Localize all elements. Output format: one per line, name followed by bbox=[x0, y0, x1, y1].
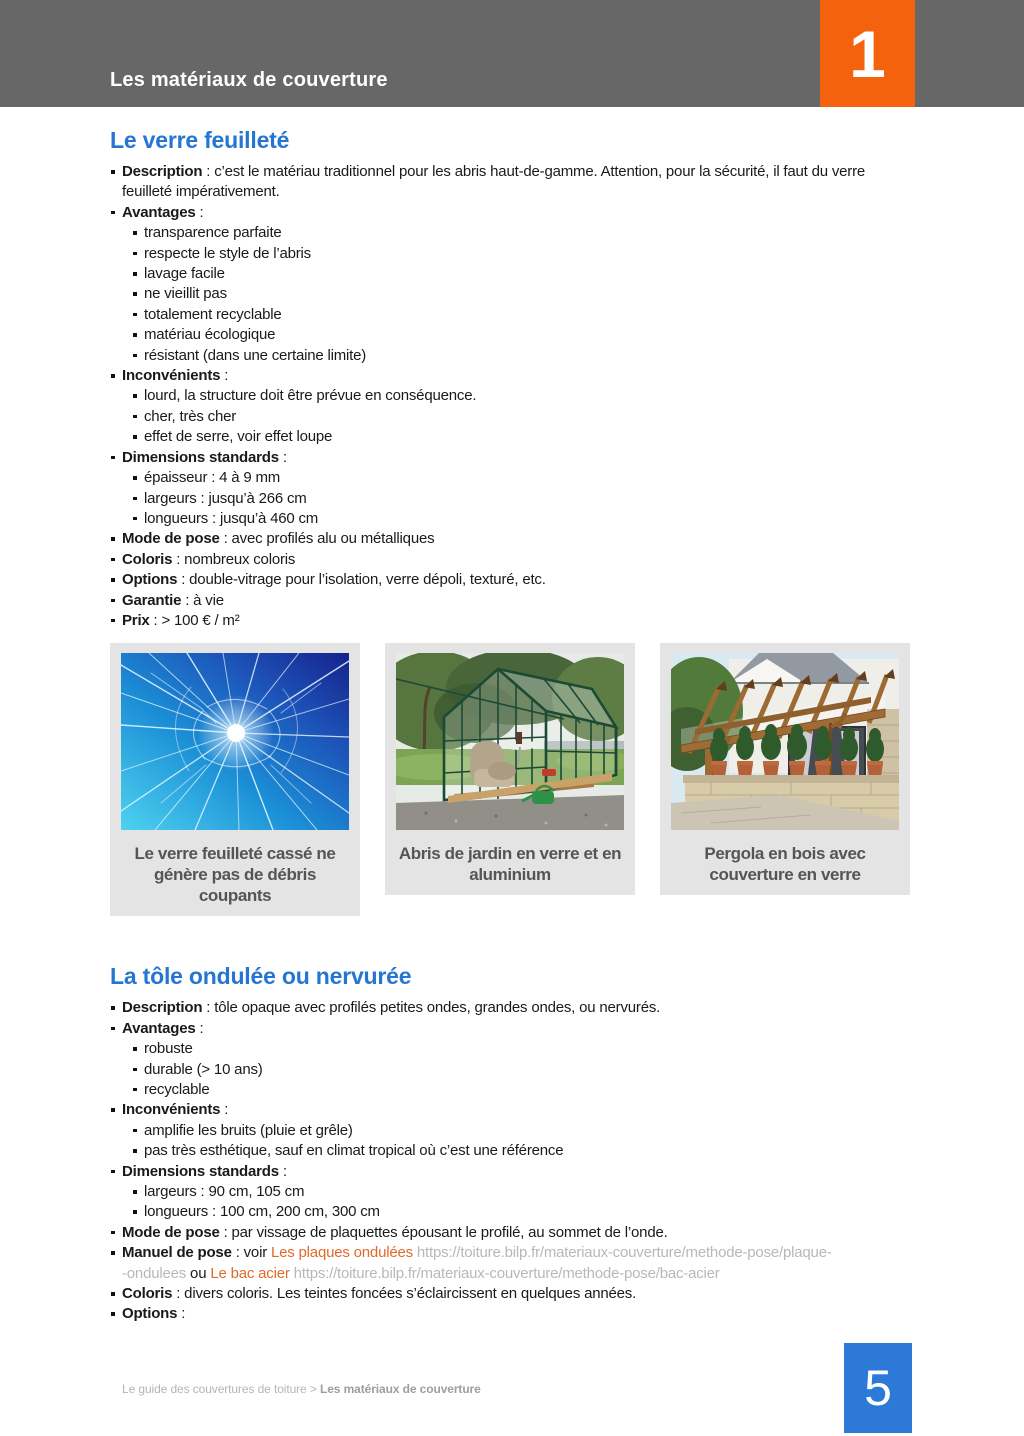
url-plaques-ondulees-suite[interactable]: -ondulees bbox=[122, 1264, 187, 1282]
list-item bbox=[110, 1284, 916, 1304]
figure-pergola bbox=[660, 643, 910, 895]
figure-caption: Abris de jardin en verre et en aluminium bbox=[398, 844, 622, 885]
url-bac-acier[interactable]: https://toiture.bilp.fr/materiaux-couverture/methode-pose/bac-acier bbox=[289, 1264, 720, 1282]
item-text: transparence parfaite bbox=[144, 224, 282, 242]
item-text: amplifie les bruits (pluie et grêle) bbox=[144, 1121, 353, 1139]
page-number-box: 5 bbox=[844, 1343, 912, 1433]
list-item bbox=[110, 529, 916, 549]
figure-caption: Pergola en bois avec couverture en verre bbox=[704, 844, 866, 885]
item-text: durable (> 10 ans) bbox=[144, 1060, 263, 1078]
list-item bbox=[110, 1304, 916, 1324]
item-label: Mode de pose bbox=[122, 530, 220, 548]
list-item bbox=[132, 509, 916, 529]
figure-broken-glass bbox=[110, 643, 360, 916]
list-item bbox=[132, 305, 916, 325]
list-item bbox=[110, 366, 916, 386]
item-text: : bbox=[278, 1162, 287, 1180]
section-heading-tole-ondulee: La tôle ondulée ou nervurée bbox=[110, 963, 412, 990]
item-label: Mode de pose bbox=[122, 1223, 220, 1241]
item-label: Description bbox=[122, 999, 203, 1017]
item-text: : double-vitrage pour l’isolation, verre dépoli, texturé, etc. bbox=[177, 571, 546, 589]
list-item bbox=[110, 448, 916, 468]
item-text: : voir bbox=[231, 1244, 271, 1262]
item-text: totalement recyclable bbox=[144, 305, 282, 323]
item-text: longueurs : jusqu’à 460 cm bbox=[144, 509, 319, 527]
item-text: pas très esthétique, sauf en climat tropical où c’est une référence bbox=[144, 1142, 564, 1160]
item-text: respecte le style de l’abris bbox=[144, 244, 311, 262]
list-item bbox=[132, 1121, 916, 1141]
chapter-number-box: 1 bbox=[820, 0, 915, 107]
list-item bbox=[132, 1141, 916, 1161]
item-text: : bbox=[177, 1305, 186, 1323]
list-item bbox=[132, 1039, 916, 1059]
item-text: : tôle opaque avec profilés petites ondes, grandes ondes, ou nervurés. bbox=[202, 999, 661, 1017]
header-bar bbox=[0, 0, 1024, 107]
item-label: Dimensions standards bbox=[122, 1162, 279, 1180]
list-item bbox=[110, 1019, 916, 1039]
item-text: : bbox=[195, 1019, 204, 1037]
list-item bbox=[132, 407, 916, 427]
breadcrumb bbox=[122, 1382, 481, 1396]
item-text: effet de serre, voir effet loupe bbox=[144, 428, 333, 446]
item-label: Avantages bbox=[122, 203, 196, 221]
item-label: Inconvénients bbox=[122, 367, 221, 385]
item-text: : par vissage de plaquettes épousant le profilé, au sommet de l’onde. bbox=[219, 1223, 668, 1241]
list-item bbox=[132, 346, 916, 366]
figure-row bbox=[110, 643, 916, 916]
list-item bbox=[110, 998, 916, 1018]
broken-glass-photo bbox=[121, 653, 349, 830]
breadcrumb-prefix: Le guide des couvertures de toiture > bbox=[122, 1382, 320, 1396]
list-item bbox=[132, 284, 916, 304]
item-label: Coloris bbox=[122, 550, 173, 568]
figure-garden-shelter bbox=[385, 643, 635, 895]
list-item bbox=[132, 1202, 916, 1222]
item-label: Garantie bbox=[122, 591, 182, 609]
item-label: Dimensions standards bbox=[122, 448, 279, 466]
list-item bbox=[132, 264, 916, 284]
item-text: : à vie bbox=[181, 591, 224, 609]
list-item bbox=[110, 203, 916, 223]
item-text: : bbox=[195, 203, 204, 221]
url-plaques-ondulees[interactable]: https://toiture.bilp.fr/materiaux-couverture/methode-pose/plaque- bbox=[412, 1244, 832, 1262]
item-label: Description bbox=[122, 163, 203, 180]
list-item bbox=[132, 1182, 916, 1202]
list-item bbox=[110, 162, 916, 203]
item-text: : bbox=[220, 367, 229, 385]
property-list bbox=[110, 162, 916, 631]
list-item-manuel-de-pose bbox=[110, 1243, 916, 1284]
item-text: lavage facile bbox=[144, 265, 225, 283]
item-text: robuste bbox=[144, 1040, 193, 1058]
item-text: largeurs : 90 cm, 105 cm bbox=[144, 1183, 305, 1200]
item-text: ne vieillit pas bbox=[144, 285, 227, 303]
item-label: Prix bbox=[122, 611, 150, 629]
figure-caption: Le verre feuilleté cassé ne génère pas de débris coupants bbox=[134, 844, 336, 906]
pergola-photo bbox=[671, 653, 899, 830]
item-text: : nombreux coloris bbox=[172, 550, 296, 568]
item-text: cher, très cher bbox=[144, 407, 237, 425]
item-text: recyclable bbox=[144, 1080, 210, 1098]
section-heading-verre-feuillete: Le verre feuilleté bbox=[110, 127, 290, 153]
list-item bbox=[110, 550, 916, 570]
list-item bbox=[132, 223, 916, 243]
item-text: : > 100 € / m² bbox=[149, 611, 240, 629]
link-plaques-ondulees[interactable]: Les plaques ondulées bbox=[270, 1244, 413, 1262]
garden-shelter-photo bbox=[396, 653, 624, 830]
list-item bbox=[132, 386, 916, 406]
item-label: Options bbox=[122, 571, 178, 589]
item-text: : bbox=[220, 1101, 229, 1119]
item-text: : divers coloris. Les teintes foncées s’éclaircissent en quelques années. bbox=[172, 1285, 637, 1303]
item-text: : c’est le matériau traditionnel pour les abris haut-de-gamme. Attention, pour la sécurité, il faut du verre feuilleté impérativement. bbox=[122, 163, 866, 201]
list-item bbox=[132, 244, 916, 264]
item-text: résistant (dans une certaine limite) bbox=[144, 346, 367, 364]
list-item bbox=[132, 1060, 916, 1080]
item-text: longueurs : 100 cm, 200 cm, 300 cm bbox=[144, 1203, 380, 1221]
item-text: matériau écologique bbox=[144, 326, 276, 344]
item-label: Inconvénients bbox=[122, 1101, 221, 1119]
item-label: Coloris bbox=[122, 1285, 173, 1303]
list-item bbox=[132, 489, 916, 509]
page-title: Les matériaux de couverture bbox=[110, 69, 388, 91]
list-item bbox=[110, 570, 916, 590]
item-text: largeurs : jusqu’à 266 cm bbox=[144, 489, 307, 507]
item-text: ou bbox=[186, 1264, 211, 1282]
item-label: Options bbox=[122, 1305, 178, 1323]
list-item bbox=[110, 611, 916, 631]
page-content bbox=[110, 126, 916, 1325]
list-item bbox=[110, 1162, 916, 1182]
property-list bbox=[110, 998, 916, 1325]
item-label: Manuel de pose bbox=[122, 1244, 232, 1262]
list-item bbox=[110, 1100, 916, 1120]
item-text: : bbox=[278, 448, 287, 466]
list-item bbox=[110, 1223, 916, 1243]
item-label: Avantages bbox=[122, 1019, 196, 1037]
breadcrumb-current: Les matériaux de couverture bbox=[320, 1382, 481, 1396]
list-item bbox=[132, 468, 916, 488]
list-item bbox=[132, 325, 916, 345]
item-text: : avec profilés alu ou métalliques bbox=[219, 530, 435, 548]
item-text: lourd, la structure doit être prévue en conséquence. bbox=[144, 387, 477, 405]
link-bac-acier[interactable]: Le bac acier bbox=[210, 1264, 290, 1282]
list-item bbox=[132, 427, 916, 447]
item-text: épaisseur : 4 à 9 mm bbox=[144, 469, 281, 487]
list-item bbox=[132, 1080, 916, 1100]
list-item bbox=[110, 591, 916, 611]
